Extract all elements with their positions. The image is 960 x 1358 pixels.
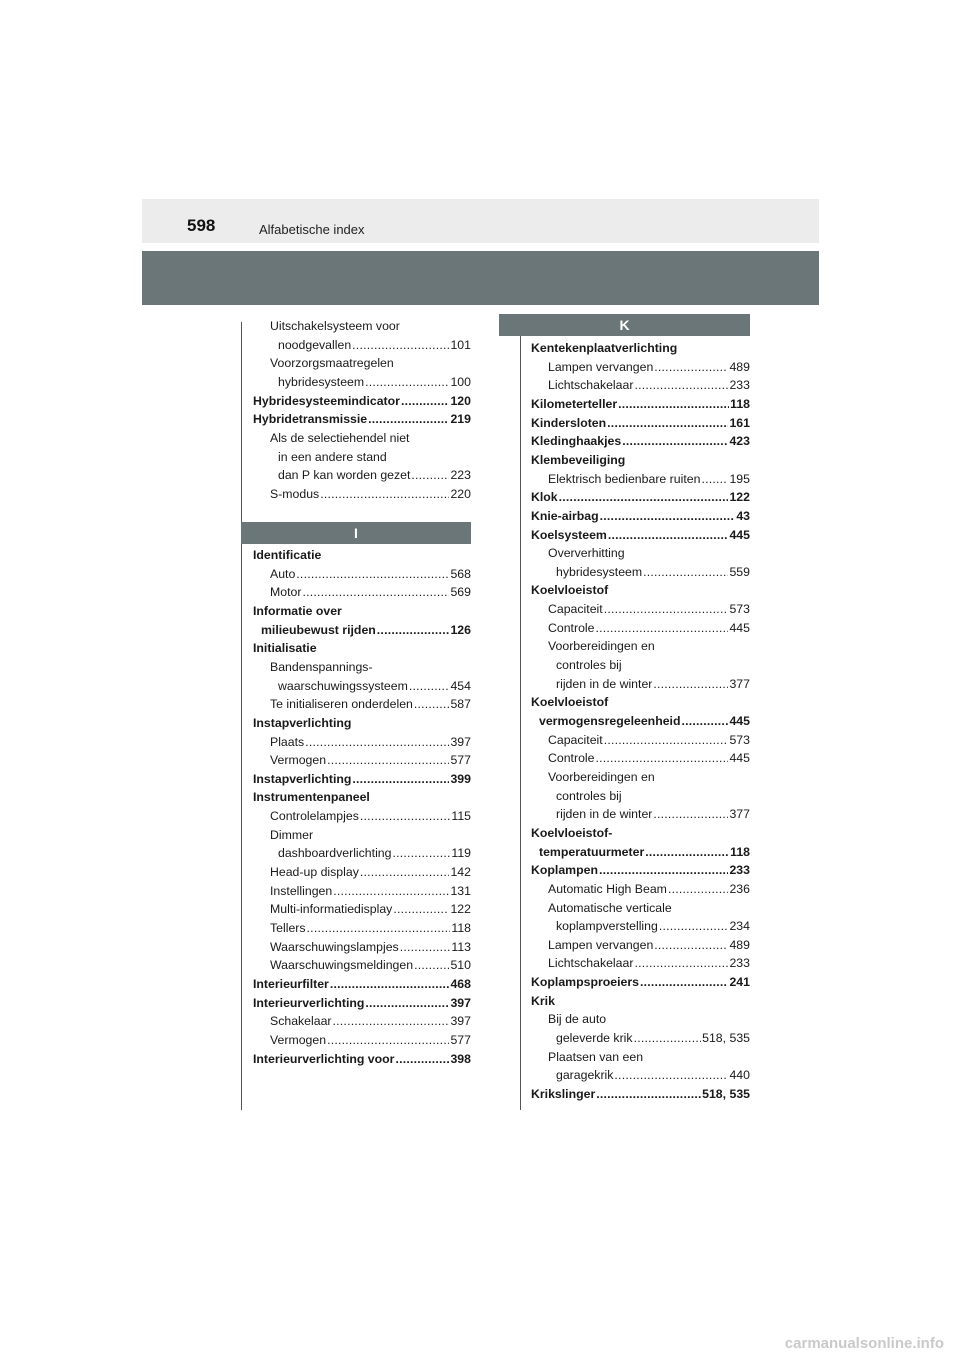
page-number: 598 [187,216,216,235]
index-entry [531,805,750,824]
dot-leader [600,507,736,526]
index-entry [531,544,750,563]
entry-term: Automatische verticale [548,900,672,915]
entry-page-ref: 577 [450,1032,471,1047]
dot-leader [614,1066,728,1085]
entry-term: Koplampsproeiers [531,975,639,990]
dot-leader [607,414,728,433]
index-entry [253,677,471,696]
entry-term: Interieurverlichting [253,995,365,1010]
entry-page-ref: 454 [450,678,471,693]
entry-term: Vermogen [270,753,327,768]
entry-term: Lampen vervangen [548,359,654,374]
index-entry [253,826,471,845]
index-entry [531,675,750,694]
entry-term: Hybridetransmissie [253,412,368,427]
index-entry [531,488,750,507]
index-entry [531,563,750,582]
index-entry [253,900,471,919]
entry-page-ref: 220 [450,486,471,501]
entry-term: koplampverstelling [556,919,658,934]
index-entry [253,695,471,714]
index-entry [531,843,750,862]
entry-term: Informatie over [253,603,342,618]
entry-page-ref: 587 [450,697,471,712]
entry-page-ref: 115 [451,809,471,824]
entry-term: Controle [548,751,595,766]
entry-term: Lampen vervangen [548,937,654,952]
entry-term: Motor [270,585,302,600]
entry-page-ref: 489 [729,937,750,952]
left-column-rule [241,322,242,1110]
entry-page-ref: 118 [451,921,471,935]
entry-term: Waarschuwingsmeldingen [270,958,414,973]
entry-term: garagekrik [556,1068,614,1083]
header-band [142,199,819,243]
dot-leader [307,919,451,938]
index-entry [253,1012,471,1031]
entry-term: Uitschakelsysteem voor [270,319,400,333]
entry-term: Koelvloeistof [531,583,609,598]
dot-leader [634,376,728,395]
dot-leader [352,770,449,789]
entry-term: Oververhitting [548,546,625,561]
dot-leader [401,392,450,411]
entry-term: Lichtschakelaar [548,956,634,971]
entry-page-ref: 397 [450,734,471,749]
entry-term: Voorbereidingen en [548,639,655,654]
entry-term: Plaatsen van een [548,1049,644,1064]
index-entry [531,451,750,470]
entry-page-ref: 234 [729,919,750,934]
watermark: carmanualsonline.info [784,1335,944,1352]
entry-term: Krik [531,993,555,1008]
entry-page-ref: 236 [729,881,750,896]
dot-leader [360,807,451,826]
entry-term: Vermogen [270,1032,327,1047]
entry-term: in een andere stand [278,449,387,464]
entry-page-ref: 233 [729,956,750,971]
entry-page-ref: 113 [451,939,471,954]
index-entry [531,619,750,638]
entry-term: Voorzorgsmaatregelen [270,356,394,371]
entry-term: controles bij [556,788,622,803]
entry-term: dan P kan worden gezet [278,468,411,483]
index-entry [531,992,750,1011]
entry-page-ref: 518, 535 [702,1087,750,1101]
index-entry [253,863,471,882]
entry-term: Waarschuwingslampjes [270,939,399,954]
index-entry [253,1031,471,1050]
entry-page-ref: 161 [729,415,750,430]
dot-leader [645,843,729,862]
entry-term: Hybridesysteemindicator [253,393,400,408]
entry-page-ref: 423 [729,434,750,449]
dot-leader [654,358,728,377]
entry-term: temperatuurmeter [539,844,645,859]
entry-page-ref: 577 [450,753,471,768]
index-entry [531,899,750,918]
index-entry [253,336,471,355]
dot-leader [604,731,729,750]
entry-term: hybridesysteem [278,374,365,389]
entry-page-ref: 233 [729,863,750,878]
entry-term: Kindersloten [531,415,607,430]
dot-leader [365,994,449,1013]
index-entry [531,600,750,619]
entry-page-ref: 119 [451,846,471,861]
index-entry [253,956,471,975]
entry-term: Instrumentenpaneel [253,790,370,805]
dot-leader [395,1050,449,1069]
entry-page-ref: 489 [729,359,750,374]
entry-page-ref: 440 [729,1068,750,1083]
index-entry [531,973,750,992]
entry-term: Knie-airbag [531,508,599,523]
index-entry [253,751,471,770]
entry-term: Lichtschakelaar [548,378,634,393]
index-entry [253,639,471,658]
index-entry [531,749,750,768]
entry-term: Auto [270,566,296,581]
entry-term: noodgevallen [278,337,352,352]
entry-page-ref: 568 [450,566,471,581]
index-entry [253,1050,471,1069]
entry-page-ref: 569 [450,585,471,600]
index-entry [531,693,750,712]
decorative-band [142,251,819,305]
index-entry [531,376,750,395]
dot-leader [333,882,449,901]
index-entry [531,358,750,377]
index-entry [253,882,471,901]
entry-term: Capaciteit [548,732,603,747]
index-entry [531,712,750,731]
entry-term: milieubewust rijden [261,622,376,637]
index-entry [531,470,750,489]
index-entry [531,1085,750,1104]
dot-leader [330,975,450,994]
index-entry [253,844,471,863]
index-entry [253,714,471,733]
index-entry [531,824,750,843]
entry-page-ref: 398 [450,1051,471,1066]
dot-leader [701,470,728,489]
index-entry [253,485,471,504]
index-entry [253,373,471,392]
index-entry [253,733,471,752]
entry-page-ref: 445 [729,714,750,728]
index-entry [531,339,750,358]
index-entry [531,507,750,526]
index-entry [253,770,471,789]
dot-leader [352,336,449,355]
dot-leader [668,880,729,899]
dot-leader [559,488,729,507]
index-entry [531,917,750,936]
entry-term: Dimmer [270,827,314,842]
dot-leader [634,1029,702,1048]
entry-term: Instapverlichting [253,771,352,786]
entry-term: Voorbereidingen en [548,769,655,784]
entry-term: Multi-informatiedisplay [270,902,393,917]
entry-term: Schakelaar [270,1014,332,1029]
entry-term: dashboardverlichting [278,846,392,861]
entry-term: Kilometerteller [531,396,618,411]
index-entry [531,880,750,899]
dot-leader [653,805,728,824]
entry-page-ref: 122 [450,902,471,917]
dot-leader [596,1085,701,1104]
dot-leader [392,844,450,863]
entry-page-ref: 445 [729,751,750,766]
entry-term: rijden in de winter [556,676,653,691]
letter-header-i: I [241,522,471,544]
dot-leader [622,432,728,451]
entry-page-ref: 445 [729,620,750,635]
dot-leader [320,485,449,504]
entry-term: Instellingen [270,883,333,898]
entry-term: Klembeveiliging [531,452,626,467]
entry-term: Initialisatie [253,641,317,656]
entry-page-ref: 518, 535 [702,1031,750,1046]
entry-term: Interieurverlichting voor [253,1051,395,1066]
entry-term: Te initialiseren onderdelen [270,697,413,712]
entry-page-ref: 142 [450,865,471,880]
entry-page-ref: 131 [450,883,471,898]
index-entry [531,581,750,600]
index-entry [253,583,471,602]
entry-page-ref: 377 [729,676,750,691]
dot-leader [654,936,728,955]
dot-leader [604,600,729,619]
entry-term: geleverde krik [556,1031,633,1046]
entry-page-ref: 223 [450,468,471,483]
entry-page-ref: 377 [729,807,750,822]
entry-page-ref: 118 [730,844,750,859]
right-column-rule [520,314,521,1110]
entry-term: Klok [531,490,558,505]
entry-page-ref: 126 [450,622,471,637]
index-entry [253,565,471,584]
index-entry [253,658,471,677]
index-entry [531,432,750,451]
entry-term: Capaciteit [548,602,603,617]
entry-page-ref: 233 [729,378,750,393]
entry-term: vermogensregeleenheid [539,714,681,728]
index-entry [531,414,750,433]
index-entry [253,919,471,938]
dot-leader [327,1031,449,1050]
index-entry [531,1048,750,1067]
dot-leader [634,954,728,973]
entry-term: Identificatie [253,548,322,562]
dot-leader [393,900,449,919]
dot-leader [302,583,449,602]
index-entry [253,994,471,1013]
entry-term: Automatic High Beam [548,881,667,896]
index-entry [531,954,750,973]
index-entry [531,936,750,955]
index-entry [253,429,471,448]
dot-leader [595,619,728,638]
entry-page-ref: 100 [450,374,471,389]
dot-leader [400,938,451,957]
index-entry [531,637,750,656]
dot-leader [640,973,728,992]
index-entry [253,546,471,565]
entry-page-ref: 468 [450,976,471,991]
dot-leader [409,677,450,696]
entry-term: Plaats [270,734,305,749]
dot-leader [296,565,449,584]
entry-term: Kledinghaakjes [531,434,622,449]
entry-page-ref: 399 [450,771,471,786]
index-entry [253,354,471,373]
index-entry [253,621,471,640]
index-entry [253,602,471,621]
index-entry [253,410,471,429]
dot-leader [360,863,450,882]
dot-leader [411,466,449,485]
entry-term: Interieurfilter [253,976,329,991]
index-entry [253,938,471,957]
entry-page-ref: 195 [729,471,750,486]
entry-term: Koelvloeistof- [531,825,613,840]
entry-term: Instapverlichting [253,715,352,730]
entry-page-ref: 241 [729,975,750,990]
index-entry [253,466,471,485]
index-entry [531,656,750,675]
index-entry [253,392,471,411]
entry-page-ref: 573 [729,732,750,747]
dot-leader [414,695,450,714]
letter-header-k: K [499,314,750,336]
entry-term: rijden in de winter [556,807,653,822]
entry-page-ref: 559 [729,564,750,579]
index-entry [531,768,750,787]
index-entry [253,788,471,807]
index-entry [253,317,471,336]
dot-leader [305,733,449,752]
dot-leader [365,373,449,392]
index-entry [531,1066,750,1085]
dot-leader [653,675,728,694]
entry-term: Koelsysteem [531,527,607,542]
entry-term: Koplampen [531,863,598,878]
index-entry [253,448,471,467]
entry-page-ref: 510 [450,958,471,973]
entry-page-ref: 397 [450,995,471,1010]
index-entry [253,807,471,826]
dot-leader [659,917,729,936]
dot-leader [368,410,449,429]
entry-page-ref: 101 [450,337,471,352]
entry-term: S-modus [270,486,320,501]
index-entry [531,731,750,750]
entry-page-ref: 445 [729,527,750,542]
entry-term: Head-up display [270,865,359,880]
entry-term: hybridesysteem [556,564,643,579]
index-entry [531,1029,750,1048]
dot-leader [333,1012,450,1031]
index-entry [531,861,750,880]
dot-leader [618,395,729,414]
dot-leader [599,861,729,880]
entry-term: Elektrisch bedienbare ruiten [548,471,701,486]
index-entry [531,526,750,545]
dot-leader [414,956,449,975]
index-entry [531,787,750,806]
entry-page-ref: 120 [450,393,471,408]
entry-term: Bandenspannings- [270,659,373,674]
dot-leader [327,751,449,770]
entry-page-ref: 397 [450,1014,471,1029]
index-entry [253,975,471,994]
entry-term: Als de selectiehendel niet [270,430,410,445]
entry-term: Controlelampjes [270,809,359,824]
entry-page-ref: 43 [736,508,750,523]
entry-page-ref: 118 [730,396,750,411]
entry-term: Tellers [270,921,306,935]
entry-term: Bij de auto [548,1012,607,1027]
dot-leader [643,563,728,582]
entry-page-ref: 573 [729,602,750,617]
entry-term: Controle [548,620,595,635]
entry-page-ref: 219 [450,412,471,427]
index-entry [531,1010,750,1029]
dot-leader [377,621,450,640]
entry-term: Krikslinger [531,1087,596,1101]
entry-page-ref: 122 [729,490,750,505]
entry-term: Koelvloeistof [531,695,609,710]
dot-leader [595,749,728,768]
index-entry [531,395,750,414]
dot-leader [608,526,729,545]
entry-term: Kentekenplaatverlichting [531,341,678,355]
entry-term: controles bij [556,658,622,673]
dot-leader [681,712,728,731]
section-title: Alfabetische index [259,222,365,237]
entry-term: waarschuwingssysteem [278,678,408,693]
